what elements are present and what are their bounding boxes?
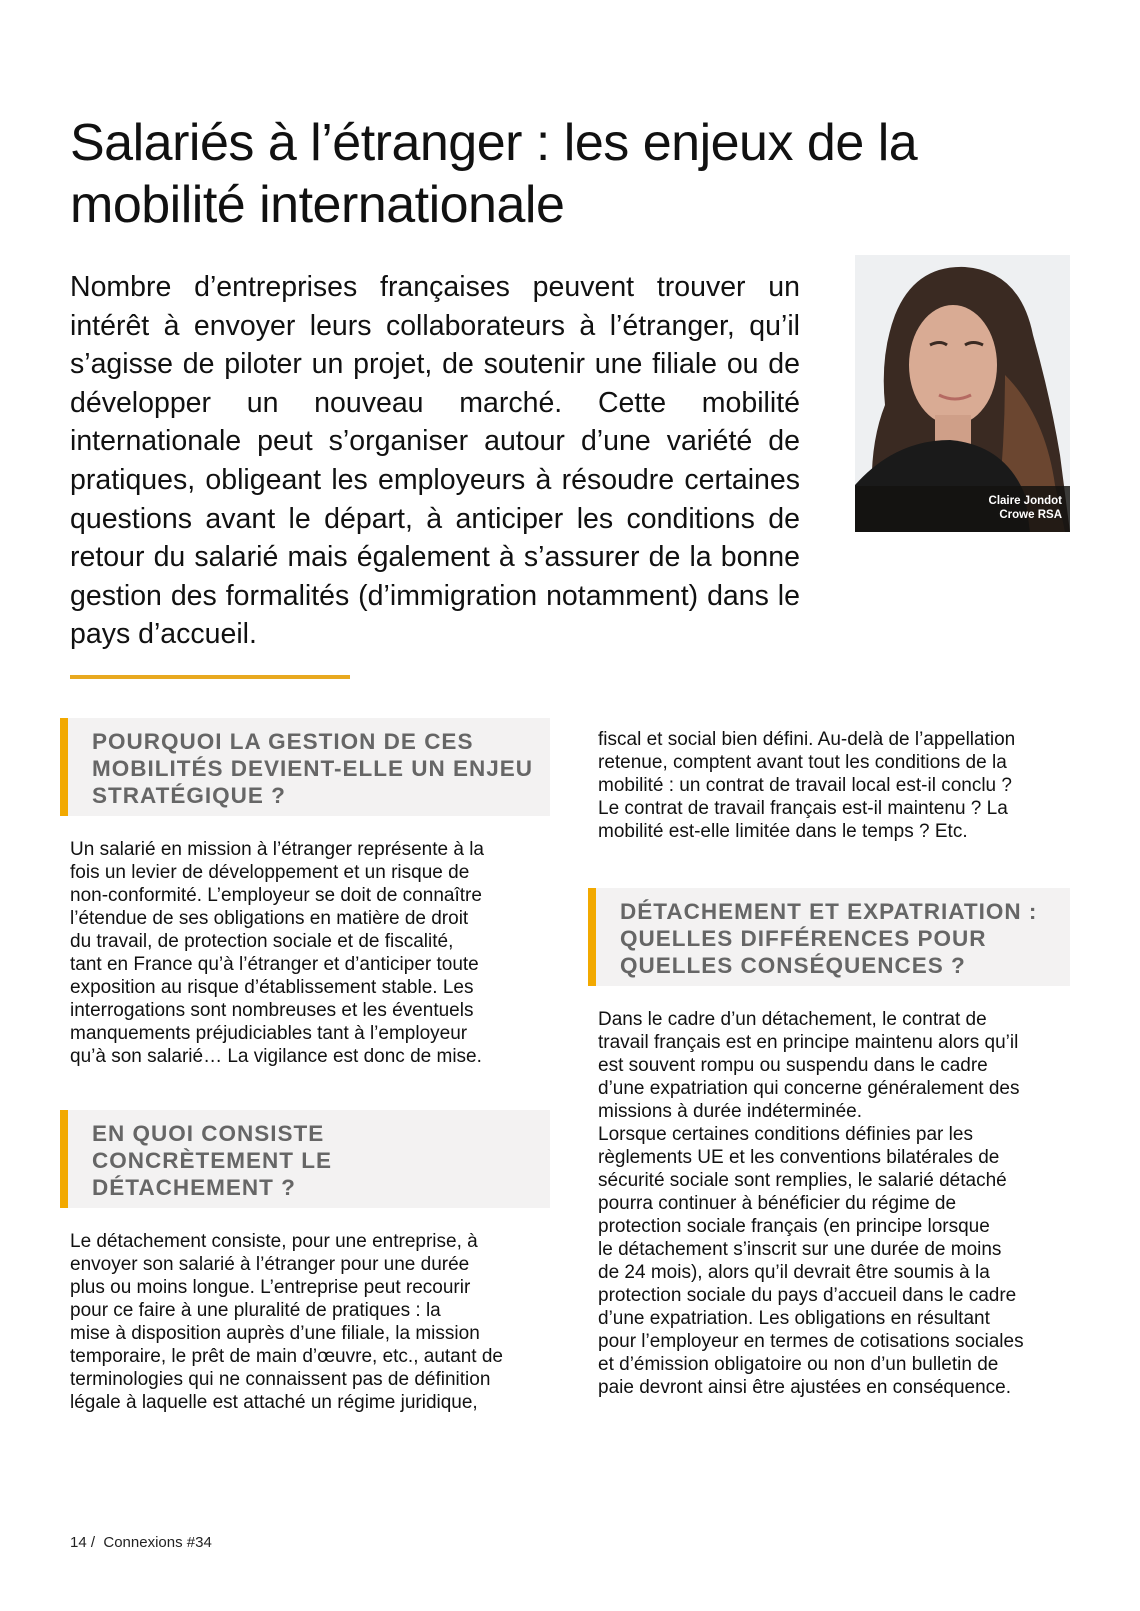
- text-line: Lorsque certaines conditions définies par les: [598, 1124, 973, 1145]
- section-body-continued: [598, 728, 1078, 843]
- page-footer: [70, 1534, 212, 1551]
- text-line: sécurité sociale sont remplies, le salarié détaché: [598, 1170, 1007, 1191]
- text-line: manquements préjudiciables tant à l’employeur: [70, 1023, 468, 1044]
- text-line: Le contrat de travail français est-il maintenu ? La: [598, 798, 1008, 819]
- text-line: de 24 mois), alors qu’il devrait être soumis à la: [598, 1262, 990, 1283]
- section-heading-box: [588, 888, 1070, 986]
- section-heading: DÉTACHEMENT ET EXPATRIATION : QUELLES DIFFÉRENCES POUR QUELLES CONSÉQUENCES ?: [620, 899, 1038, 978]
- accent-divider: [70, 675, 350, 679]
- text-line: du travail, de protection sociale et de fiscalité,: [70, 931, 454, 952]
- text-line: fois un levier de développement et un risque de: [70, 862, 470, 883]
- text-line: l’étendue de ses obligations en matière de droit: [70, 908, 469, 929]
- section-heading-box: [60, 1110, 550, 1208]
- text-line: missions à durée indéterminée.: [598, 1101, 863, 1122]
- text-line: pourra continuer à bénéficier du régime de: [598, 1193, 957, 1214]
- text-line: exposition au risque d’établissement stable. Les: [70, 977, 474, 998]
- text-line: Dans le cadre d’un détachement, le contrat de: [598, 1009, 987, 1030]
- author-photo: [855, 255, 1070, 532]
- section-body: [70, 1230, 550, 1414]
- page-number: 14 /: [70, 1534, 96, 1551]
- text-line: Le détachement consiste, pour une entreprise, à: [70, 1231, 478, 1252]
- section-heading-box: [60, 718, 550, 816]
- section-body: [598, 1008, 1078, 1399]
- publication-name: Connexions #34: [103, 1534, 212, 1551]
- section-heading: POURQUOI LA GESTION DE CES MOBILITÉS DEVIENT-ELLE UN ENJEU STRATÉGIQUE ?: [92, 729, 534, 808]
- text-line: et d’émission obligatoire ou non d’un bulletin de: [598, 1354, 999, 1375]
- text-line: d’une expatriation. Les obligations en résultant: [598, 1308, 990, 1329]
- text-line: fiscal et social bien défini. Au-delà de l’appellation: [598, 729, 1016, 750]
- text-line: le détachement s’inscrit sur une durée de moins: [598, 1239, 1002, 1260]
- author-name: Claire Jondot: [988, 495, 1062, 507]
- text-line: légale à laquelle est attaché un régime juridique,: [70, 1392, 478, 1413]
- text-line: envoyer son salarié à l’étranger pour une durée: [70, 1254, 470, 1275]
- section-body: [70, 838, 550, 1068]
- text-line: pour ce faire à une pluralité de pratiques : la: [70, 1300, 441, 1321]
- author-company: Crowe RSA: [999, 509, 1062, 521]
- text-line: règlements UE et les conventions bilatérales de: [598, 1147, 1000, 1168]
- text-line: Un salarié en mission à l’étranger représente à la: [70, 839, 484, 860]
- text-line: plus ou moins longue. L’entreprise peut recourir: [70, 1277, 471, 1298]
- text-line: pour l’employeur en termes de cotisations sociales: [598, 1331, 1024, 1352]
- text-line: qu’à son salarié… La vigilance est donc de mise.: [70, 1046, 482, 1067]
- text-line: protection sociale français (en principe lorsque: [598, 1216, 990, 1237]
- article-title: Salariés à l’étranger : les enjeux de la mobilité internationale: [70, 114, 918, 234]
- section-heading: EN QUOI CONSISTE CONCRÈTEMENT LE DÉTACHEMENT ?: [92, 1121, 332, 1200]
- text-line: mobilité est-elle limitée dans le temps ? Etc.: [598, 821, 968, 842]
- text-line: est souvent rompu ou suspendu dans le cadre: [598, 1055, 988, 1076]
- text-line: temporaire, le prêt de main d’œuvre, etc., autant de: [70, 1346, 503, 1367]
- text-line: protection sociale du pays d’accueil dans le cadre: [598, 1285, 1017, 1306]
- text-line: paie devront ainsi être ajustées en conséquence.: [598, 1377, 1011, 1398]
- text-line: d’une expatriation qui concerne généralement des: [598, 1078, 1020, 1099]
- text-line: mobilité : un contrat de travail local est-il conclu ?: [598, 775, 1012, 796]
- text-line: travail français est en principe maintenu alors qu’il: [598, 1032, 1019, 1053]
- text-line: interrogations sont nombreuses et les éventuels: [70, 1000, 474, 1021]
- text-line: non-conformité. L’employeur se doit de connaître: [70, 885, 482, 906]
- text-line: mise à disposition auprès d’une filiale, la mission: [70, 1323, 480, 1344]
- article-lead: Nombre d’entreprises françaises peuvent trouver un intérêt à envoyer leurs collaborateurs à l’étranger, qu’il s’agisse de piloter un projet, de soutenir une filiale ou de développer un nouveau marché. Cette mobilité internationale peut s’organiser autour d’une variété de pratiques, obligeant les employeurs à résoudre certaines questions avant le départ, à anticiper les conditions de retour du salarié mais également à s’assurer de la bonne gestion des formalités (d’immigration notamment) dans le pays d’accueil.: [70, 271, 800, 651]
- text-line: tant en France qu’à l’étranger et d’anticiper toute: [70, 954, 479, 975]
- photo-caption: [855, 486, 1070, 532]
- text-line: terminologies qui ne connaissent pas de définition: [70, 1369, 491, 1390]
- text-line: retenue, comptent avant tout les conditions de la: [598, 752, 1007, 773]
